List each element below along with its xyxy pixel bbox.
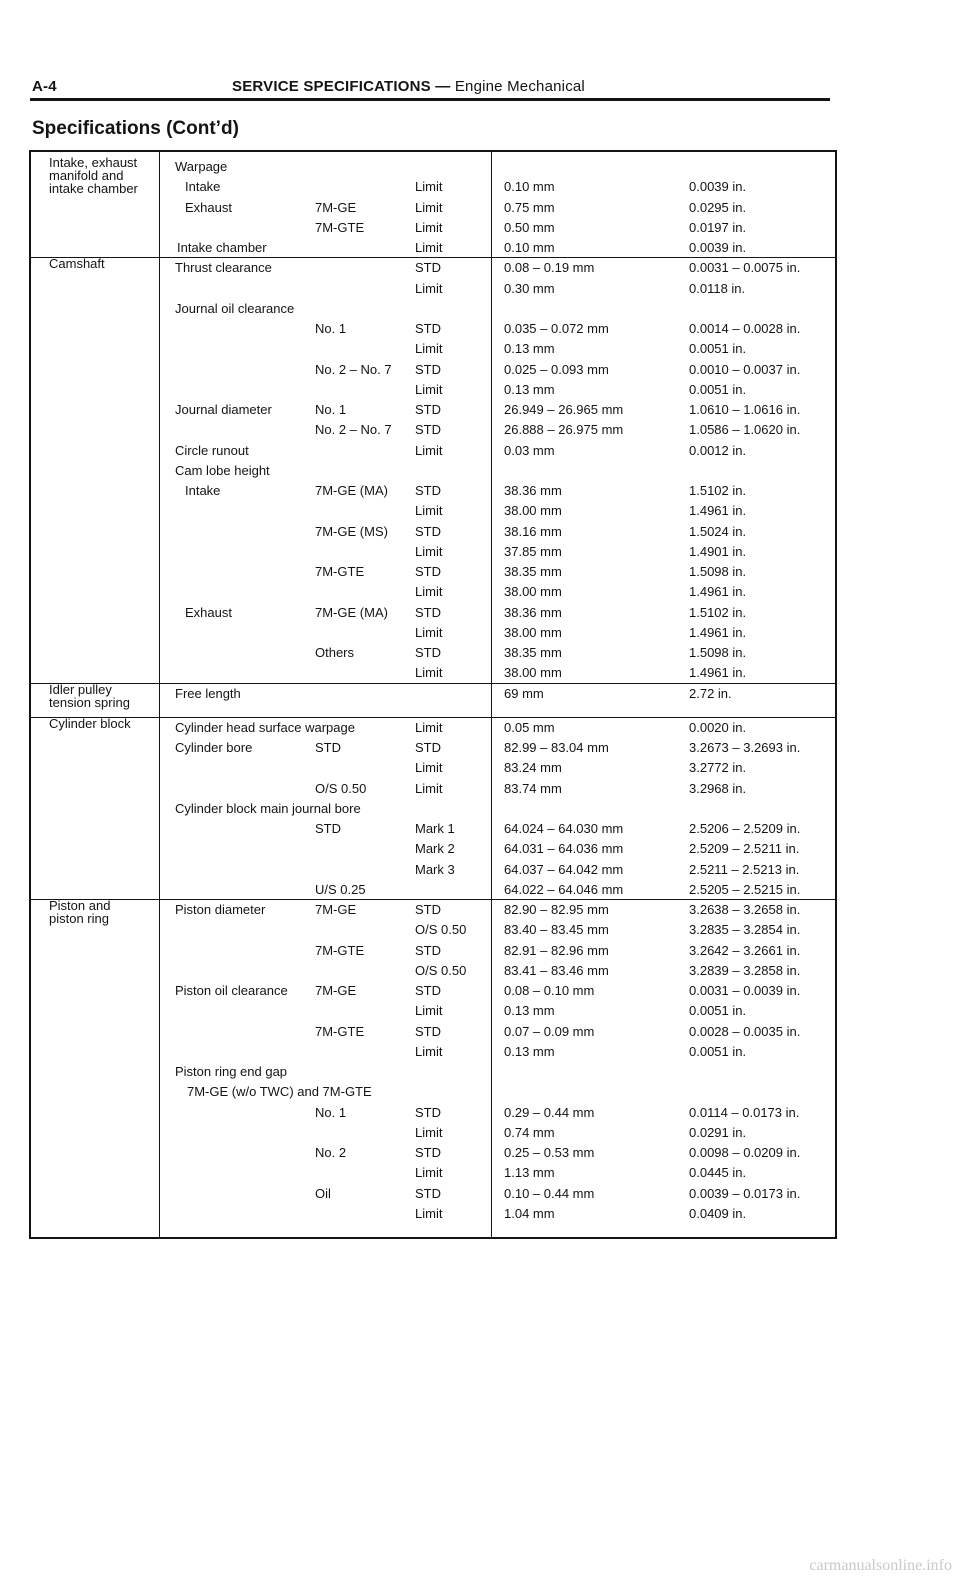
spec-v1: 64.022 – 64.046 mm [504, 881, 624, 897]
spec-v1: 0.74 mm [504, 1124, 555, 1140]
spec-v1: 0.29 – 0.44 mm [504, 1104, 595, 1120]
spec-c2: O/S 0.50 [315, 780, 367, 796]
spec-c2: 7M-GE (MA) [315, 483, 388, 498]
spec-v1: 0.50 mm [504, 219, 555, 235]
page-number: A-4 [32, 78, 57, 95]
spec-c3: Limit [415, 381, 443, 397]
spec-v2: 1.5098 in. [689, 564, 747, 579]
spec-v1: 37.85 mm [504, 543, 562, 559]
spec-v2: 0.0012 in. [689, 442, 747, 458]
spec-c3: STD [415, 740, 441, 755]
spec-v1: 83.24 mm [504, 760, 562, 776]
spec-v2: 3.2835 – 3.2854 in. [689, 922, 801, 938]
section-title: Specifications (Cont’d) [32, 118, 239, 139]
spec-v1: 0.035 – 0.072 mm [504, 321, 609, 336]
spec-c3: Limit [415, 1003, 443, 1019]
spec-c1: Intake [185, 483, 221, 498]
spec-c3: STD [415, 983, 441, 998]
spec-v2: 2.5206 – 2.5209 in. [689, 821, 801, 836]
spec-v2: 1.0586 – 1.0620 in. [689, 422, 801, 438]
spec-c1: Piston oil clearance [175, 983, 288, 998]
spec-c2: STD [315, 821, 341, 836]
spec-c2: 7M-GTE [315, 564, 365, 579]
spec-v2: 0.0039 in. [689, 179, 747, 195]
spec-c3: STD [415, 942, 441, 958]
spec-c1: Journal oil clearance [175, 300, 295, 316]
spec-v1: 38.35 mm [504, 564, 562, 579]
spec-v2: 0.0028 – 0.0035 in. [689, 1023, 801, 1039]
spec-v1: 38.00 mm [504, 624, 562, 640]
spec-v2: 0.0051 in. [689, 1043, 747, 1059]
spec-c2: No. 2 – No. 7 [315, 422, 392, 438]
spec-v2: 0.0031 – 0.0039 in. [689, 983, 801, 998]
spec-c2: Oil [315, 1185, 331, 1201]
spec-c1: Cylinder block main journal bore [175, 800, 361, 816]
spec-c1: Cylinder head surface warpage [175, 719, 355, 735]
spec-c3: STD [415, 361, 441, 377]
spec-v1: 0.10 mm [504, 240, 555, 255]
spec-c3: O/S 0.50 [415, 922, 467, 938]
spec-v2: 0.0445 in. [689, 1165, 747, 1181]
spec-v2: 0.0051 in. [689, 341, 747, 357]
group-label [49, 683, 130, 709]
group-label-line: Piston and [49, 898, 111, 913]
spec-v1: 0.13 mm [504, 1003, 555, 1019]
spec-c1: Cylinder bore [175, 740, 253, 755]
spec-v1: 0.10 – 0.44 mm [504, 1185, 595, 1201]
group-label-line: Idler pulley [49, 681, 112, 697]
spec-v2: 1.5102 in. [689, 604, 747, 620]
spec-v2: 0.0051 in. [689, 381, 747, 397]
spec-table [29, 150, 837, 1239]
spec-v2: 1.4961 in. [689, 624, 747, 640]
spec-c1: Piston ring end gap [175, 1064, 288, 1079]
group-label-line: intake chamber [49, 181, 138, 196]
spec-c3: Mark 1 [415, 821, 455, 836]
spec-v1: 64.031 – 64.036 mm [504, 841, 624, 857]
group-label-line: Intake, exhaust [49, 155, 138, 170]
spec-c2: 7M-GE [315, 902, 357, 917]
spec-v1: 69 mm [504, 685, 544, 701]
spec-v2: 0.0197 in. [689, 219, 747, 235]
spec-c2: No. 1 [315, 1104, 347, 1120]
spec-v1: 82.90 – 82.95 mm [504, 902, 609, 917]
group-label [49, 717, 131, 730]
group-divider [31, 717, 835, 718]
spec-v2: 3.2968 in. [689, 780, 747, 796]
spec-v1: 1.13 mm [504, 1165, 555, 1181]
header-subtitle: Engine Mechanical [450, 78, 585, 95]
spec-c2: No. 2 – No. 7 [315, 361, 392, 377]
spec-v1: 82.99 – 83.04 mm [504, 740, 609, 755]
spec-v1: 0.10 mm [504, 179, 555, 195]
group-label-line: manifold and [49, 168, 124, 183]
spec-c1: Free length [175, 685, 241, 701]
spec-v2: 1.4961 in. [689, 503, 747, 519]
spec-c3: Limit [415, 1124, 443, 1140]
spec-c3: Mark 2 [415, 841, 455, 857]
group-label [49, 257, 105, 270]
spec-v1: 64.024 – 64.030 mm [504, 821, 624, 836]
spec-v1: 0.05 mm [504, 719, 555, 735]
spec-v1: 38.36 mm [504, 483, 562, 498]
spec-v2: 0.0020 in. [689, 719, 747, 735]
spec-v2: 3.2638 – 3.2658 in. [689, 902, 801, 917]
spec-c3: Limit [415, 219, 443, 235]
spec-c3: Limit [415, 624, 443, 640]
spec-c3: STD [415, 422, 441, 438]
spec-c2: No. 1 [315, 321, 347, 336]
spec-c3: STD [415, 260, 441, 276]
spec-c3: Limit [415, 780, 443, 796]
spec-v1: 26.888 – 26.975 mm [504, 422, 624, 438]
spec-c3: STD [415, 645, 441, 660]
spec-v2: 1.4901 in. [689, 543, 747, 559]
spec-v1: 0.13 mm [504, 381, 555, 397]
spec-c3: O/S 0.50 [415, 962, 467, 978]
spec-v2: 0.0295 in. [689, 199, 747, 215]
spec-v2: 2.72 in. [689, 685, 732, 701]
spec-c3: Limit [415, 1205, 443, 1221]
spec-c3: Limit [415, 719, 443, 735]
spec-c3: Limit [415, 503, 443, 519]
spec-v2: 0.0291 in. [689, 1124, 747, 1140]
group-label [49, 899, 110, 925]
spec-v1: 0.13 mm [504, 341, 555, 357]
spec-v1: 82.91 – 82.96 mm [504, 942, 609, 958]
spec-v2: 0.0039 in. [689, 240, 747, 255]
spec-c1: 7M-GE (w/o TWC) and 7M-GTE [187, 1084, 372, 1100]
spec-v1: 0.07 – 0.09 mm [504, 1023, 595, 1039]
spec-c3: Limit [415, 1165, 443, 1181]
page-header [232, 78, 585, 95]
spec-c2: 7M-GE [315, 983, 357, 998]
spec-c3: STD [415, 523, 441, 539]
spec-v1: 0.30 mm [504, 280, 555, 296]
spec-v2: 1.5024 in. [689, 523, 747, 539]
spec-c3: STD [415, 321, 441, 336]
group-divider [31, 257, 835, 258]
group-label-line: Cylinder block [49, 715, 131, 731]
spec-c3: STD [415, 1104, 441, 1120]
spec-c3: Limit [415, 543, 443, 559]
spec-c3: Limit [415, 280, 443, 296]
spec-c2: 7M-GTE [315, 1023, 365, 1039]
spec-c1: Thrust clearance [175, 260, 272, 276]
spec-v1: 0.08 – 0.19 mm [504, 260, 595, 276]
spec-v2: 2.5211 – 2.5213 in. [689, 861, 800, 877]
spec-v2: 1.0610 – 1.0616 in. [689, 402, 801, 417]
spec-v2: 1.4961 in. [689, 665, 747, 681]
spec-c3: Limit [415, 584, 443, 600]
spec-v1: 38.36 mm [504, 604, 562, 620]
spec-v2: 2.5205 – 2.5215 in. [689, 881, 801, 897]
spec-c2: No. 2 [315, 1145, 347, 1160]
spec-c1: Piston diameter [175, 902, 266, 917]
spec-v1: 0.025 – 0.093 mm [504, 361, 609, 377]
spec-c3: STD [415, 402, 441, 417]
group-label-line: tension spring [49, 694, 130, 710]
spec-c2: 7M-GTE [315, 219, 365, 235]
spec-v1: 38.00 mm [504, 503, 562, 519]
spec-c3: STD [415, 564, 441, 579]
spec-v1: 83.41 – 83.46 mm [504, 962, 609, 978]
spec-v2: 0.0051 in. [689, 1003, 747, 1019]
header-title: SERVICE SPECIFICATIONS — [232, 78, 451, 95]
spec-c2: 7M-GE (MS) [315, 523, 388, 539]
group-label [49, 156, 138, 195]
spec-c2: 7M-GE (MA) [315, 604, 388, 620]
spec-c1: Exhaust [185, 199, 232, 215]
column-divider [159, 152, 160, 1237]
spec-v1: 38.35 mm [504, 645, 562, 660]
spec-c1: Circle runout [175, 442, 249, 458]
spec-v1: 38.00 mm [504, 584, 562, 600]
header-rule [30, 98, 830, 101]
column-divider [491, 152, 492, 1237]
spec-c3: Mark 3 [415, 861, 455, 877]
spec-c3: Limit [415, 240, 443, 255]
spec-c3: Limit [415, 341, 443, 357]
spec-c2: No. 1 [315, 402, 347, 417]
spec-v2: 0.0409 in. [689, 1205, 747, 1221]
spec-v2: 0.0039 – 0.0173 in. [689, 1185, 801, 1201]
group-label-line: piston ring [49, 911, 109, 926]
spec-v2: 1.5098 in. [689, 645, 747, 660]
spec-v2: 1.5102 in. [689, 483, 747, 498]
spec-v2: 0.0118 in. [689, 280, 746, 296]
spec-v2: 3.2642 – 3.2661 in. [689, 942, 801, 958]
spec-v1: 38.00 mm [504, 665, 562, 681]
spec-c1: Intake [185, 179, 221, 195]
group-divider [31, 683, 835, 684]
spec-c2: 7M-GE [315, 199, 357, 215]
spec-c1: Intake chamber [177, 240, 267, 255]
spec-v1: 0.03 mm [504, 442, 555, 458]
spec-v1: 83.40 – 83.45 mm [504, 922, 609, 938]
footer-watermark: carmanualsonline.info [809, 1557, 952, 1574]
spec-v1: 1.04 mm [504, 1205, 555, 1221]
spec-c3: Limit [415, 179, 443, 195]
spec-c3: STD [415, 1185, 441, 1201]
spec-v2: 0.0098 – 0.0209 in. [689, 1145, 801, 1160]
spec-c3: Limit [415, 442, 443, 458]
spec-c3: STD [415, 902, 441, 917]
spec-v1: 0.25 – 0.53 mm [504, 1145, 595, 1160]
spec-v1: 0.08 – 0.10 mm [504, 983, 595, 998]
spec-v1: 26.949 – 26.965 mm [504, 402, 624, 417]
spec-c3: Limit [415, 199, 443, 215]
spec-c3: STD [415, 1023, 441, 1039]
group-divider [31, 899, 835, 900]
group-label-line: Camshaft [49, 256, 105, 272]
spec-c3: STD [415, 483, 441, 498]
spec-c3: Limit [415, 760, 443, 776]
spec-v2: 0.0031 – 0.0075 in. [689, 260, 801, 276]
spec-v1: 0.75 mm [504, 199, 555, 215]
spec-v2: 3.2839 – 3.2858 in. [689, 962, 801, 978]
spec-v1: 83.74 mm [504, 780, 562, 796]
spec-c1: Exhaust [185, 604, 232, 620]
spec-v1: 64.037 – 64.042 mm [504, 861, 624, 877]
spec-c3: Limit [415, 1043, 443, 1059]
spec-c3: Limit [415, 665, 443, 681]
spec-c1: Cam lobe height [175, 462, 270, 478]
spec-v2: 0.0014 – 0.0028 in. [689, 321, 801, 336]
spec-c1: Warpage [175, 159, 228, 174]
spec-c3: STD [415, 604, 441, 620]
spec-c1: Journal diameter [175, 402, 272, 417]
spec-v1: 0.13 mm [504, 1043, 555, 1059]
spec-v2: 3.2673 – 3.2693 in. [689, 740, 801, 755]
spec-v2: 2.5209 – 2.5211 in. [689, 841, 800, 857]
spec-v2: 3.2772 in. [689, 760, 747, 776]
spec-v2: 0.0114 – 0.0173 in. [689, 1104, 800, 1120]
spec-v2: 0.0010 – 0.0037 in. [689, 361, 801, 377]
spec-c2: U/S 0.25 [315, 881, 366, 897]
spec-c3: STD [415, 1145, 441, 1160]
spec-v1: 38.16 mm [504, 523, 562, 539]
spec-v2: 1.4961 in. [689, 584, 747, 600]
spec-c2: Others [315, 645, 355, 660]
spec-c2: STD [315, 740, 341, 755]
spec-c2: 7M-GTE [315, 942, 365, 958]
